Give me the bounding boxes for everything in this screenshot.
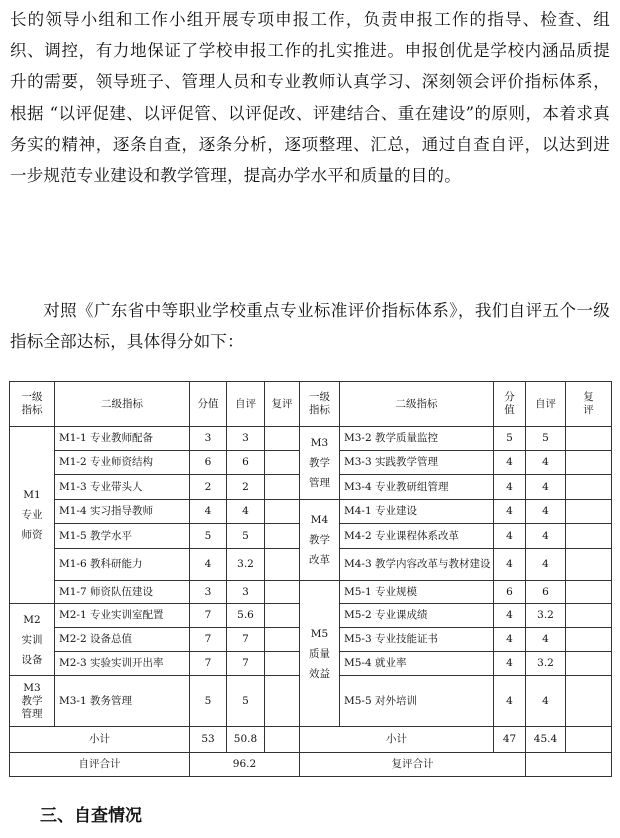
item-review bbox=[566, 676, 612, 727]
item-score: 4 bbox=[494, 451, 526, 475]
item-self: 2 bbox=[227, 475, 265, 500]
header-score-left: 分值 bbox=[190, 382, 227, 427]
subtotal-score-left: 53 bbox=[190, 727, 227, 753]
item-review bbox=[566, 451, 612, 475]
item-score: 7 bbox=[190, 604, 227, 628]
item-name: M4-2 专业课程体系改革 bbox=[340, 524, 494, 549]
header-review-left: 复评 bbox=[265, 382, 300, 427]
item-self: 5 bbox=[227, 524, 265, 549]
item-score: 5 bbox=[190, 524, 227, 549]
table-row bbox=[10, 500, 612, 524]
header-score-right: 分 值 bbox=[494, 382, 526, 427]
item-self: 5 bbox=[227, 676, 265, 727]
item-review bbox=[265, 604, 300, 628]
item-self: 4 bbox=[526, 549, 566, 581]
item-name: M5-2 专业课成绩 bbox=[340, 604, 494, 628]
header-review-right: 复 评 bbox=[566, 382, 612, 427]
item-name: M1-1 专业教师配备 bbox=[55, 427, 190, 451]
item-name: M1-6 教科研能力 bbox=[55, 549, 190, 581]
table-header-row bbox=[10, 382, 612, 427]
item-score: 5 bbox=[190, 676, 227, 727]
item-review bbox=[566, 549, 612, 581]
item-name: M5-4 就业率 bbox=[340, 652, 494, 676]
item-score: 3 bbox=[190, 427, 227, 451]
item-review bbox=[566, 500, 612, 524]
group-m1: M1 专业 师资 bbox=[10, 427, 55, 604]
header-level1-right: 一级 指标 bbox=[300, 382, 340, 427]
item-score: 4 bbox=[190, 500, 227, 524]
item-review bbox=[265, 500, 300, 524]
item-name: M1-5 教学水平 bbox=[55, 524, 190, 549]
item-review bbox=[265, 475, 300, 500]
header-level1-left: 一级 指标 bbox=[10, 382, 55, 427]
item-review bbox=[566, 427, 612, 451]
header-self-left: 自评 bbox=[227, 382, 265, 427]
item-review bbox=[566, 581, 612, 604]
item-self: 4 bbox=[526, 628, 566, 652]
item-self: 4 bbox=[526, 475, 566, 500]
subtotal-label-right: 小计 bbox=[300, 727, 494, 753]
item-review bbox=[265, 628, 300, 652]
item-score: 7 bbox=[190, 628, 227, 652]
subtotal-self-left: 50.8 bbox=[227, 727, 265, 753]
group-m5: M5 质量 效益 bbox=[300, 581, 340, 727]
item-score: 4 bbox=[494, 524, 526, 549]
group-m3-right: M3 教学 管理 bbox=[300, 427, 340, 500]
item-self: 6 bbox=[227, 451, 265, 475]
item-self: 3 bbox=[227, 427, 265, 451]
item-review bbox=[265, 676, 300, 727]
section-heading: 三、自查情况 bbox=[40, 806, 142, 826]
item-self: 4 bbox=[526, 676, 566, 727]
review-total-value bbox=[526, 753, 612, 777]
item-self: 3 bbox=[227, 581, 265, 604]
item-self: 5 bbox=[526, 427, 566, 451]
group-m2: M2 实训 设备 bbox=[10, 604, 55, 676]
item-score: 4 bbox=[494, 604, 526, 628]
item-self: 4 bbox=[526, 451, 566, 475]
item-score: 6 bbox=[190, 451, 227, 475]
item-score: 4 bbox=[494, 652, 526, 676]
item-self: 4 bbox=[526, 500, 566, 524]
item-name: M4-3 教学内容改革与教材建设 bbox=[340, 549, 494, 581]
item-review bbox=[566, 652, 612, 676]
item-review bbox=[265, 427, 300, 451]
item-self: 4 bbox=[227, 500, 265, 524]
item-review bbox=[265, 581, 300, 604]
subtotal-review-left bbox=[265, 727, 300, 753]
score-table bbox=[9, 381, 612, 777]
item-name: M2-3 实验实训开出率 bbox=[55, 652, 190, 676]
item-name: M5-5 对外培训 bbox=[340, 676, 494, 727]
self-total-label: 自评合计 bbox=[10, 753, 190, 777]
item-review bbox=[265, 549, 300, 581]
subtotal-review-right bbox=[566, 727, 612, 753]
item-self: 7 bbox=[227, 652, 265, 676]
item-self: 5.6 bbox=[227, 604, 265, 628]
item-name: M1-4 实习指导教师 bbox=[55, 500, 190, 524]
item-score: 3 bbox=[190, 581, 227, 604]
item-name: M4-1 专业建设 bbox=[340, 500, 494, 524]
item-name: M1-3 专业带头人 bbox=[55, 475, 190, 500]
item-score: 4 bbox=[494, 475, 526, 500]
review-total-label: 复评合计 bbox=[300, 753, 526, 777]
table-row bbox=[10, 427, 612, 451]
item-self: 3.2 bbox=[227, 549, 265, 581]
subtotal-row bbox=[10, 727, 612, 753]
item-score: 4 bbox=[494, 676, 526, 727]
item-name: M3-2 教学质量监控 bbox=[340, 427, 494, 451]
item-score: 5 bbox=[494, 427, 526, 451]
item-review bbox=[265, 524, 300, 549]
body-paragraph-2: 对照《广东省中等职业学校重点专业标准评价指标体系》，我们自评五个一级指标全部达标，具体得分如下： bbox=[10, 301, 610, 352]
item-review bbox=[265, 652, 300, 676]
item-name: M2-2 设备总值 bbox=[55, 628, 190, 652]
item-review bbox=[265, 451, 300, 475]
item-name: M5-3 专业技能证书 bbox=[340, 628, 494, 652]
item-self: 6 bbox=[526, 581, 566, 604]
item-score: 4 bbox=[494, 500, 526, 524]
item-name: M3-3 实践教学管理 bbox=[340, 451, 494, 475]
item-name: M1-2 专业师资结构 bbox=[55, 451, 190, 475]
subtotal-self-right: 45.4 bbox=[526, 727, 566, 753]
item-score: 2 bbox=[190, 475, 227, 500]
item-name: M3-4 专业教研组管理 bbox=[340, 475, 494, 500]
subtotal-label-left: 小计 bbox=[10, 727, 190, 753]
header-self-right: 自评 bbox=[526, 382, 566, 427]
item-score: 7 bbox=[190, 652, 227, 676]
item-self: 3.2 bbox=[526, 652, 566, 676]
item-review bbox=[566, 475, 612, 500]
item-score: 4 bbox=[494, 628, 526, 652]
subtotal-score-right: 47 bbox=[494, 727, 526, 753]
item-name: M5-1 专业规模 bbox=[340, 581, 494, 604]
item-review bbox=[566, 604, 612, 628]
group-m4: M4 教学 改革 bbox=[300, 500, 340, 581]
item-name: M2-1 专业实训室配置 bbox=[55, 604, 190, 628]
self-total-value: 96.2 bbox=[190, 753, 300, 777]
item-review bbox=[566, 628, 612, 652]
group-m3-left: M3 教学 管理 bbox=[10, 676, 55, 727]
item-name: M1-7 师资队伍建设 bbox=[55, 581, 190, 604]
header-level2-left: 二级指标 bbox=[55, 382, 190, 427]
item-self: 3.2 bbox=[526, 604, 566, 628]
table-row bbox=[10, 581, 612, 604]
body-paragraph-1: 长的领导小组和工作小组开展专项申报工作，负责申报工作的指导、检查、组织、调控，有力地保证了学校申报工作的扎实推进。申报创优是学校内涵品质提升的需要，领导班子、管理人员和专业教师认真学习、深刻领会评价指标体系，根据 “以评促建、以评促管、以评促改、评建结合、重在建设”的原则，本着求真务实的精神，逐条自查，逐条分析，逐项整理、汇总，通过自查自评，以达到进一步规范专业建设和教学管理，提高办学水平和质量的目的。 bbox=[10, 10, 610, 186]
item-review bbox=[566, 524, 612, 549]
item-self: 4 bbox=[526, 524, 566, 549]
item-score: 4 bbox=[190, 549, 227, 581]
header-level2-right: 二级指标 bbox=[340, 382, 494, 427]
item-name: M3-1 教务管理 bbox=[55, 676, 190, 727]
item-self: 7 bbox=[227, 628, 265, 652]
item-score: 4 bbox=[494, 549, 526, 581]
total-row bbox=[10, 753, 612, 777]
item-score: 6 bbox=[494, 581, 526, 604]
